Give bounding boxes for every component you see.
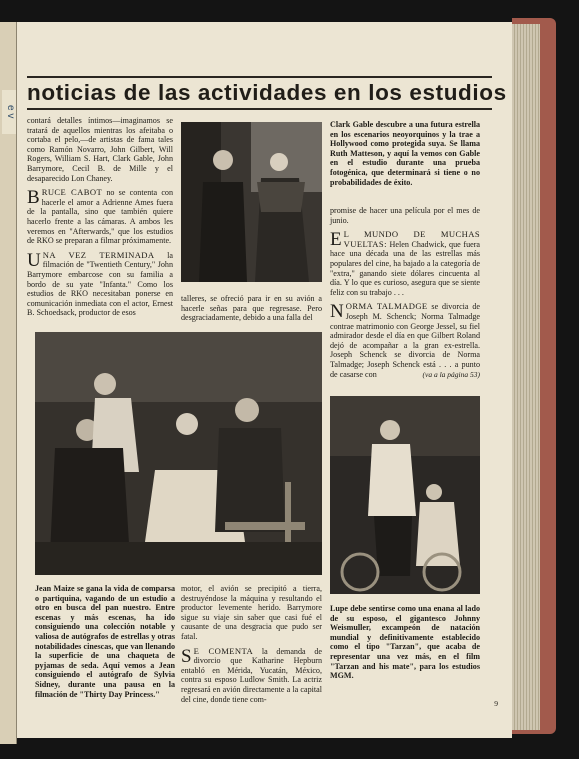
column-2-paragraph: talleres, se ofreció para ir en su avión a hacerle señas para que regresase. Pero desgraciadamente, debido a una falla del: [181, 294, 322, 323]
caption-clark-gable: Clark Gable descubre a una futura estrella en los escenarios neoyorquinos y la trae a Hollywood como protegida suya. Se llama Ruth Matteson, y aquí la vemos con Gable en el estudio durante una prueba fotogénica, que determinará si tiene o no probabilidades de éxito.: [330, 120, 480, 187]
photo-autograph-session: [35, 332, 322, 575]
column-1: [27, 116, 173, 318]
facing-page-edge: [0, 22, 17, 744]
paragraph-text: la demanda de divorcio que Katharine Hepburn entabló en Mérida, Yucatán, México, contra su esposo Ludlow Smith. La actriz regresará en avión directamente a la capital del cine, donde tiene com-: [181, 646, 322, 704]
photo-clark-gable: [181, 122, 322, 282]
drop-cap: E: [330, 229, 342, 251]
paragraph-bruce-cabot: [27, 188, 173, 246]
paragraph-lead: NA VEZ TERMINADA: [42, 249, 155, 260]
paragraph-lead: E COMENTA: [193, 645, 254, 656]
caption-jean-maize: Jean Maize se gana la vida de comparsa o partiquina, vagando de un estudio a otro en busca del pan nuestro. Entre escenas y más escenas, ha ido consiguiendo una colección notable y valiosa de autógrafos de estrellas y otras notabilidades cinescas, que van llenando la superficie de una chaqueta de pyjamas de seda. Aquí vemos a Jean consiguiendo el autógrafo de Sylvia Sidney, durante una pausa en la filmación de "Thirty Day Princess.": [35, 584, 175, 699]
title-rule-bottom: [27, 108, 492, 110]
column-3: [330, 206, 480, 379]
paragraph-helen-chadwick: [330, 230, 480, 297]
paragraph-lead: L MUNDO DE MUCHAS VUELTAS:: [343, 229, 480, 249]
magazine-page: [17, 22, 512, 738]
caption-lupe-weismuller: Lupe debe sentirse como una enana al lado de su esposo, el gigantesco Johnny Weismuller, excampeón de natación mundial y definitivamente establecido como el tipo "Tarzan", que acaba de representar una vez más, en el film "Tarzan and his mate", para los estudios MGM.: [330, 604, 480, 681]
drop-cap: N: [330, 301, 344, 323]
paragraph-text: la filmación de "Twentieth Century," John Barrymore embarcose con su familia a bordo de su yate "Infanta." Como los estudios de RKO necesitaban ponerse en comunicación inmediata con el actor, Ernest B. Schoedsack, productor de esos: [27, 250, 173, 318]
column-2-bottom-paragraph: motor, el avión se precipitó a tierra, destruyéndose la máquina y resultando el productor levemente herido. Barrymore sigue su viaje sin saber que casi fué el causante de una desgracia que pudo ser fatal.: [181, 584, 322, 641]
paragraph-text: se divorcia de Joseph M. Schenck; Norma Talmadge contrae matrimonio con George Jessel, su fiel admirador desde el día en que Gilbert Roland dejó de acompañar a la gran ex-estrella. Joseph Schenck se divorcia de Norma Talmadge; Joseph Schenck está . . . a punto de casarse con: [330, 302, 480, 379]
column-2-bottom: [181, 584, 322, 704]
page-number: 9: [494, 699, 498, 708]
paragraph-text: no se contenta con hacerle el amor a Adrienne Ames fuera de la pantalla, sino que también quiere hacerlo frente a las cámaras. A ambos les veremos en "Afterwards," que los estudios de RKO se preparan a filmar próximamente.: [27, 188, 174, 246]
paragraph-norma-talmadge: [330, 302, 480, 379]
paragraph-text: Helen Chadwick, que fuera hace una década una de las estrellas más populares del cine, ha bajado a la categoría de "extra," ganando siete dólares cincuenta al día. Y lo que es curioso, asegura que se siente feliz con su trabajo . . .: [330, 239, 480, 297]
book-binding: [512, 18, 556, 734]
paragraph-katharine-hepburn: [181, 647, 322, 705]
facing-page-tab: e v: [2, 90, 16, 134]
drop-cap: S: [181, 645, 192, 667]
column-3-continuation: promise de hacer una película por el mes de junio.: [330, 206, 480, 225]
column-1-continuation: contará detalles íntimos—imaginamos se tratará de aquellos mientras los afeitaba o cortaba el pelo,—de artistas de fama tales como Ramón Novarro, John Gilbert, Will Rogers, William S. Hart, Clark Gable, John Barrymore, Cecil B. de Mille y el desaparecido Lon Chaney.: [27, 116, 173, 183]
drop-cap: B: [27, 187, 40, 209]
continued-on-page: (va a la página 53): [422, 369, 480, 379]
photo-lupe-weismuller: [330, 396, 480, 594]
page-edges: [512, 24, 540, 730]
title-rule-top: [27, 76, 492, 78]
column-2-text: [181, 294, 322, 323]
paragraph-lead: ORMA TALMADGE: [345, 301, 428, 312]
paragraph-lead: RUCE CABOT: [41, 187, 103, 198]
drop-cap: U: [27, 249, 41, 271]
paragraph-barrymore: [27, 251, 173, 318]
page-title: noticias de las actividades en los estudios: [27, 80, 507, 105]
